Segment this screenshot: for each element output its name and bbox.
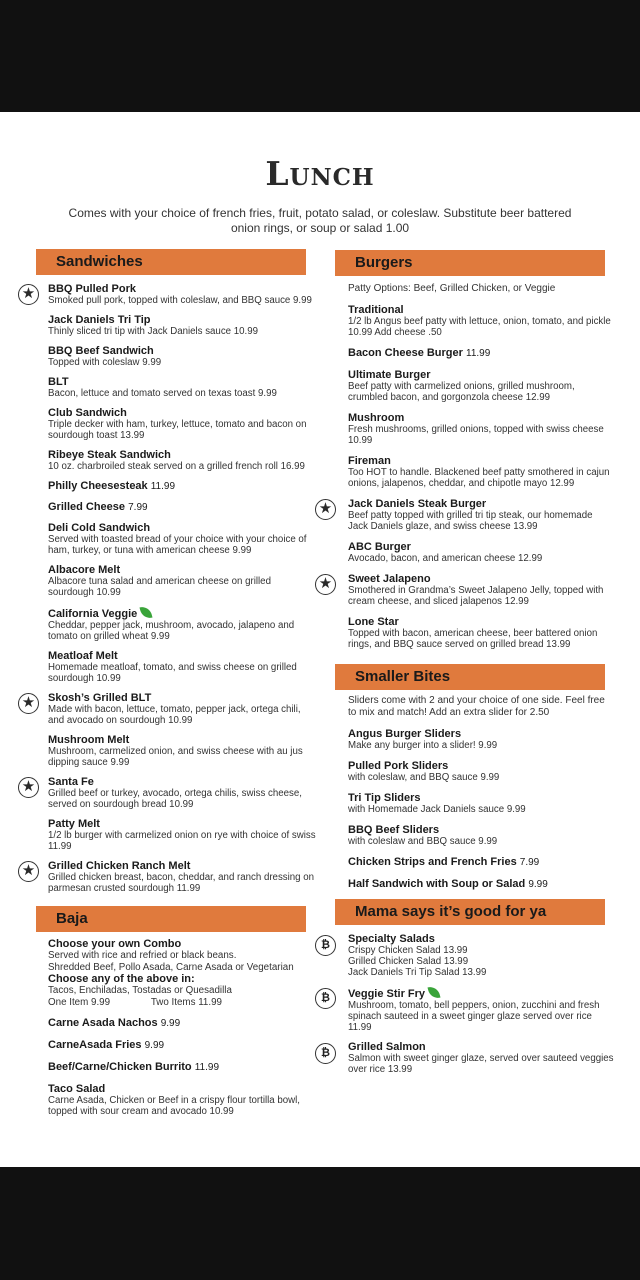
left-column [21, 249, 318, 1117]
menu-item [28, 376, 318, 399]
item-name: Fireman [348, 455, 391, 467]
item-name: BBQ Pulled Pork [48, 283, 137, 295]
item-name: Specialty Salads [348, 933, 435, 945]
item-price: 11.99 [194, 1062, 220, 1073]
one-item-price: One Item 9.99 [48, 996, 111, 1008]
item-name: Lone Star [348, 616, 399, 628]
menu-item [325, 347, 615, 360]
top-black-bar [0, 0, 640, 112]
item-name: Tri Tip Sliders [348, 792, 421, 804]
item-description: with coleslaw, and BBQ sauce 9.99 [348, 772, 500, 783]
menu-item [21, 776, 318, 810]
vegetarian-leaf-icon [140, 605, 153, 620]
item-name: Sweet Jalapeno [348, 573, 431, 585]
item-name: Philly Cheesesteak [48, 480, 148, 492]
star-icon: ★ [18, 777, 39, 798]
item-description: Crispy Chicken Salad 13.99 Grilled Chicken Salad 13.99 Jack Daniels Tri Tip Salad 13.99 [348, 945, 487, 978]
gluten-free-icon: ₿ [315, 1043, 336, 1064]
menu-item [28, 314, 318, 337]
menu-item [325, 412, 615, 446]
smaller-bites-list [325, 728, 615, 891]
item-name: BLT [48, 376, 69, 388]
gluten-free-icon: ₿ [315, 935, 336, 956]
item-description: Too HOT to handle. Blackened beef patty smothered in cajun onions, jalapenos, cheddar, and chipotle mayo 12.99 [348, 467, 610, 489]
item-description: Cheddar, pepper jack, mushroom, avocado, jalapeno and tomato on grilled wheat 9.99 [48, 620, 295, 642]
item-description: Mushroom, carmelized onion, and swiss cheese with au jus dipping sauce 9.99 [48, 746, 303, 768]
combo-prices [48, 997, 318, 1009]
menu-item [325, 616, 615, 650]
menu-item [28, 1039, 318, 1052]
menu-item [28, 449, 318, 472]
item-price: 7.99 [128, 502, 148, 513]
item-name: Veggie Stir Fry [348, 988, 426, 1000]
item-name: BBQ Beef Sandwich [48, 345, 154, 357]
baja-list [28, 1017, 318, 1117]
item-description: Make any burger into a slider! 9.99 [348, 740, 498, 751]
star-icon: ★ [315, 499, 336, 520]
item-description: Triple decker with ham, turkey, lettuce, tomato and bacon on sourdough toast 13.99 [48, 419, 307, 441]
menu-item [321, 933, 615, 978]
item-description: Grilled chicken breast, bacon, cheddar, and ranch dressing on parmesan crusted sourdough 11.99 [48, 872, 315, 894]
baja-combo [28, 938, 318, 1008]
mama-heading: Mama says it’s good for ya [335, 899, 605, 925]
item-price: 7.99 [519, 857, 540, 868]
menu-item [318, 498, 615, 532]
vegetarian-leaf-icon [428, 985, 441, 1000]
menu-item [28, 818, 318, 852]
item-name: Skosh’s Grilled BLT [48, 692, 152, 704]
star-icon: ★ [315, 574, 336, 595]
item-description: Fresh mushrooms, grilled onions, topped with swiss cheese 10.99 [348, 424, 604, 446]
item-name: Mushroom [348, 412, 405, 424]
menu-item [28, 564, 318, 598]
gluten-free-icon: ₿ [315, 988, 336, 1009]
page-subtitle: Comes with your choice of french fries, fruit, potato salad, or coleslaw. Substitute beer battered onion rings, or soup or salad 1.00 [68, 206, 572, 235]
menu-item [21, 860, 318, 894]
menu-item [21, 283, 318, 306]
menu-item [21, 692, 318, 726]
menu-item [325, 304, 615, 338]
sandwiches-heading: Sandwiches [36, 249, 306, 275]
page-title: Lunch [265, 154, 375, 193]
item-description: Topped with coleslaw 9.99 [48, 357, 162, 368]
bottom-black-bar [0, 1167, 640, 1280]
item-description: Carne Asada, Chicken or Beef in a crispy flour tortilla bowl, topped with sour cream and avocado 10.99 [48, 1095, 300, 1117]
combo-line-2: Shredded Beef, Pollo Asada, Carne Asada or Vegetarian [48, 961, 294, 973]
menu-item [318, 573, 615, 607]
smaller-bites-note: Sliders come with 2 and your choice of one side. Feel free to mix and match! Add an extra slider for 2.50 [348, 695, 605, 718]
star-icon: ★ [18, 284, 39, 305]
item-description: 1/2 lb Angus beef patty with lettuce, onion, tomato, and pickle 10.99 Add cheese .50 [348, 316, 611, 338]
item-description: 10 oz. charbroiled steak served on a grilled french roll 16.99 [48, 461, 305, 472]
menu-item [325, 455, 615, 489]
menu-item [325, 878, 615, 891]
item-name: CarneAsada Fries [48, 1039, 142, 1051]
item-name: Taco Salad [48, 1083, 106, 1095]
burgers-list [318, 304, 615, 650]
item-description: with coleslaw and BBQ sauce 9.99 [348, 836, 498, 847]
item-name: Angus Burger Sliders [348, 728, 462, 740]
choose-line: Tacos, Enchiladas, Tostadas or Quesadilla [48, 985, 232, 996]
item-description: Mushroom, tomato, bell peppers, onion, zucchini and fresh spinach sauteed in a sweet ginger glaze served over rice 11.99 [348, 1000, 600, 1033]
smaller-bites-heading: Smaller Bites [335, 664, 605, 690]
burgers-heading: Burgers [335, 250, 605, 276]
item-name: Chicken Strips and French Fries [348, 856, 517, 868]
item-name: California Veggie [48, 608, 138, 620]
item-name: Santa Fe [48, 776, 94, 788]
item-description: Salmon with sweet ginger glaze, served over sauteed veggies over rice 13.99 [348, 1053, 614, 1075]
item-name: Deli Cold Sandwich [48, 522, 151, 534]
menu-item [325, 760, 615, 783]
item-description: Smoked pull pork, topped with coleslaw, and BBQ sauce 9.99 [48, 295, 312, 306]
menu-item [325, 541, 615, 564]
item-name: Ultimate Burger [348, 369, 431, 381]
item-name: Beef/Carne/Chicken Burrito [48, 1061, 192, 1073]
item-price: 9.99 [528, 879, 548, 890]
item-description: Beef patty with carmelized onions, grilled mushroom, crumbled bacon, and gorgonzola cheese 12.99 [348, 381, 575, 403]
two-items-price: Two Items 11.99 [150, 996, 222, 1008]
item-name: Meatloaf Melt [48, 650, 118, 662]
item-name: Jack Daniels Steak Burger [348, 498, 487, 510]
item-name: ABC Burger [348, 541, 411, 553]
item-name: Patty Melt [48, 818, 100, 830]
star-icon: ★ [18, 693, 39, 714]
item-description: Thinly sliced tri tip with Jack Daniels sauce 10.99 [48, 326, 258, 337]
item-name: Pulled Pork Sliders [348, 760, 449, 772]
menu-page [0, 112, 640, 1167]
item-name: BBQ Beef Sliders [348, 824, 440, 836]
menu-item [325, 792, 615, 815]
menu-item [28, 1017, 318, 1030]
item-name: Grilled Salmon [348, 1041, 426, 1053]
item-name: Grilled Chicken Ranch Melt [48, 860, 191, 872]
item-description: Beef patty topped with grilled tri tip steak, our homemade Jack Daniels glaze, and swiss cheese 13.99 [348, 510, 593, 532]
item-description: with Homemade Jack Daniels sauce 9.99 [348, 804, 526, 815]
item-description: Served with toasted bread of your choice with your choice of ham, turkey, or tuna with american cheese 9.99 [48, 534, 307, 556]
item-name: Traditional [348, 304, 404, 316]
item-description: Made with bacon, lettuce, tomato, pepper jack, ortega chili, and avocado on sourdough 10.99 [48, 704, 301, 726]
menu-item [28, 734, 318, 768]
item-name: Club Sandwich [48, 407, 127, 419]
menu-item [325, 824, 615, 847]
menu-item [28, 606, 318, 642]
combo-line-1: Served with rice and refried or black beans. [48, 950, 237, 961]
item-description: Topped with bacon, american cheese, beer battered onion rings, and BBQ sauce served on grilled bread 13.99 [348, 628, 598, 650]
menu-item [321, 1041, 615, 1075]
menu-item [28, 407, 318, 441]
item-description: Grilled beef or turkey, avocado, ortega chilis, swiss cheese, served on sourdough bread 10.99 [48, 788, 302, 810]
menu-item [28, 480, 318, 493]
item-description: Avocado, bacon, and american cheese 12.99 [348, 553, 543, 564]
menu-item [28, 1083, 318, 1117]
item-description: Albacore tuna salad and american cheese on grilled sourdough 10.99 [48, 576, 271, 598]
item-name: Ribeye Steak Sandwich [48, 449, 171, 461]
item-description: Smothered in Grandma’s Sweet Jalapeno Jelly, topped with cream cheese, and sliced jalapenos 12.99 [348, 585, 604, 607]
menu-item [28, 501, 318, 514]
menu-item [28, 650, 318, 684]
choose-title: Choose any of the above in: [48, 973, 195, 985]
menu-item [325, 856, 615, 869]
menu-item [325, 728, 615, 751]
menu-item [28, 522, 318, 556]
item-description: 1/2 lb burger with carmelized onion on rye with choice of swiss 11.99 [48, 830, 316, 852]
baja-heading: Baja [36, 906, 306, 932]
menu-item [28, 1061, 318, 1074]
item-price: 11.99 [150, 481, 176, 492]
item-name: Carne Asada Nachos [48, 1017, 158, 1029]
item-name: Half Sandwich with Soup or Salad [348, 878, 526, 890]
item-price: 11.99 [466, 348, 491, 359]
item-description: Bacon, lettuce and tomato served on texas toast 9.99 [48, 388, 277, 399]
item-name: Albacore Melt [48, 564, 121, 576]
item-name: Mushroom Melt [48, 734, 130, 746]
menu-item [28, 345, 318, 368]
item-name: Bacon Cheese Burger [348, 347, 463, 359]
menu-item [321, 986, 615, 1033]
mama-list [321, 933, 615, 1075]
item-price: 9.99 [160, 1018, 181, 1029]
burgers-note: Patty Options: Beef, Grilled Chicken, or Veggie [348, 283, 556, 294]
item-price: 9.99 [144, 1040, 165, 1051]
menu-item [325, 369, 615, 403]
item-name: Jack Daniels Tri Tip [48, 314, 151, 326]
item-description: Homemade meatloaf, tomato, and swiss cheese on grilled sourdough 10.99 [48, 662, 297, 684]
sandwiches-list [21, 283, 318, 894]
item-name: Grilled Cheese [48, 501, 126, 513]
combo-title: Choose your own Combo [48, 938, 182, 950]
star-icon: ★ [18, 861, 39, 882]
right-column [318, 250, 615, 1075]
